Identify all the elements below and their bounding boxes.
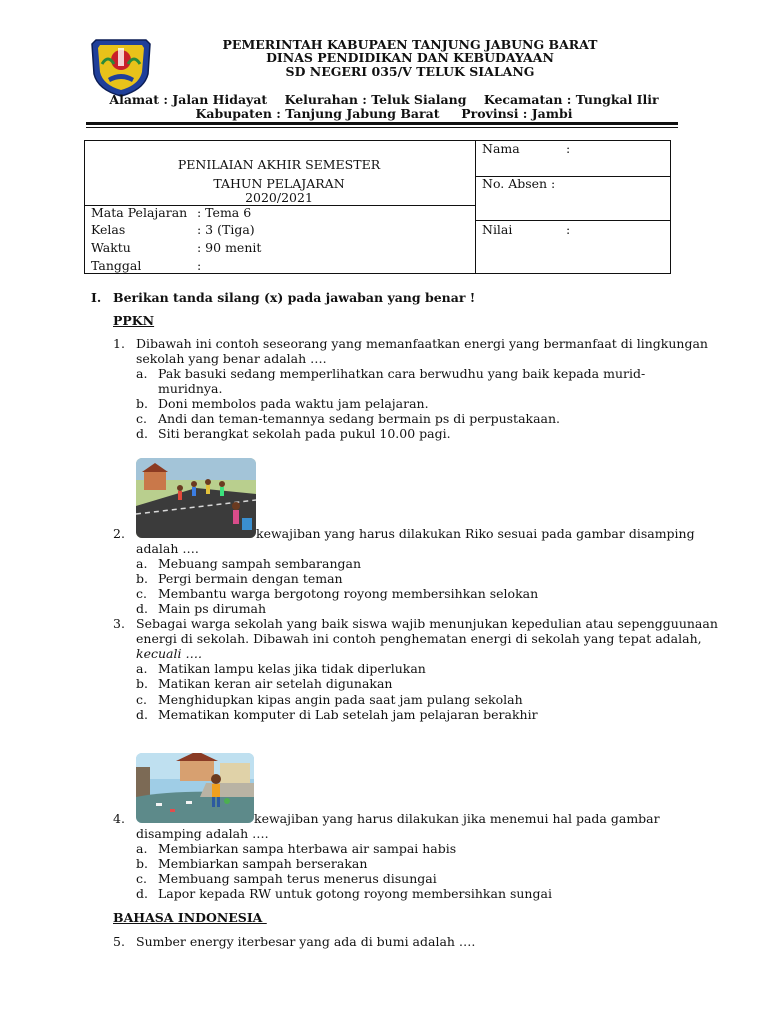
- q3-option-a: Matikan lampu kelas jika tidak diperlukan: [158, 661, 426, 676]
- q4-text-2: disamping adalah ….: [136, 826, 269, 841]
- q5-text-1: Sumber energy iterbesar yang ada di bumi adalah ….: [136, 934, 476, 949]
- q1-text-2: sekolah yang benar adalah ….: [136, 351, 327, 366]
- q1-option-c: Andi dan teman-temannya sedang bermain ps di perpustakaan.: [158, 411, 561, 426]
- section-number: I.: [91, 290, 102, 305]
- header-rule-thin: [86, 127, 678, 128]
- q2-letter-d: d.: [136, 601, 148, 616]
- q1-letter-c: c.: [136, 411, 147, 426]
- header-line-2: DINAS PENDIDIKAN DAN KEBUDAYAAN: [266, 50, 554, 65]
- mapel-label: Mata Pelajaran: [91, 205, 188, 220]
- q3-option-d: Mematikan komputer di Lab setelah jam pelajaran berakhir: [158, 707, 538, 722]
- q4-option-d: Lapor kepada RW untuk gotong royong membersihkan sungai: [158, 886, 552, 901]
- q3-text-1: Sebagai warga sekolah yang baik siswa wajib menunjukan kepedulian atau sepengguunaan: [136, 616, 718, 631]
- subject-bahasa-indonesia: BAHASA INDONESIA: [113, 910, 267, 925]
- q3-option-c: Menghidupkan kipas angin pada saat jam pulang sekolah: [158, 692, 523, 707]
- exam-title: PENILAIAN AKHIR SEMESTER: [177, 157, 381, 172]
- student-info-divider-2: [475, 220, 670, 221]
- section-instruction: Berikan tanda silang (x) pada jawaban yang benar !: [113, 290, 476, 305]
- q2-text-2: adalah ….: [136, 541, 199, 556]
- q4-letter-c: c.: [136, 871, 147, 886]
- q3-number: 3.: [113, 616, 125, 631]
- kelas-value: : 3 (Tiga): [197, 222, 255, 237]
- q2-letter-a: a.: [136, 556, 148, 571]
- q1-number: 1.: [113, 336, 125, 351]
- nilai-label: Nilai: [482, 222, 513, 237]
- q2-option-b: Pergi bermain dengan teman: [158, 571, 343, 586]
- address-line-2: Kabupaten : Tanjung Jabung Barat Provinsi : Jambi: [195, 106, 573, 121]
- header-line-3: SD NEGERI 035/V TELUK SIALANG: [285, 64, 535, 79]
- q4-river-trash-illustration: [136, 753, 254, 823]
- q1-option-a-cont: muridnya.: [158, 381, 223, 396]
- q2-option-d: Main ps dirumah: [158, 601, 267, 616]
- q2-letter-b: b.: [136, 571, 148, 586]
- q4-option-b: Membiarkan sampah berserakan: [158, 856, 368, 871]
- tanggal-value: :: [197, 258, 202, 273]
- header-rule-thick: [86, 122, 678, 125]
- absen-label: No. Absen :: [482, 176, 556, 191]
- q2-option-c: Membantu warga bergotong royong membersihkan selokan: [158, 586, 539, 601]
- q2-option-a: Mebuang sampah sembarangan: [158, 556, 362, 571]
- subject-ppkn: PPKN: [113, 313, 155, 328]
- q1-option-d: Siti berangkat sekolah pada pukul 10.00 pagi.: [158, 426, 451, 441]
- q4-letter-a: a.: [136, 841, 148, 856]
- q3-option-b: Matikan keran air setelah digunakan: [158, 676, 393, 691]
- q1-text-1: Dibawah ini contoh seseorang yang memanfaatkan energi yang bermanfaat di lingkungan: [136, 336, 708, 351]
- exam-year-label: TAHUN PELAJARAN: [213, 176, 345, 191]
- waktu-label: Waktu: [91, 240, 131, 255]
- header-line-1: PEMERINTAH KABUPAEN TANJUNG JABUNG BARAT: [222, 37, 598, 52]
- q3-letter-c: c.: [136, 692, 147, 707]
- q1-letter-d: d.: [136, 426, 148, 441]
- q3-text-2: energi di sekolah. Dibawah ini contoh penghematan energi di sekolah yang tepat adalah,: [136, 631, 702, 646]
- nama-label: Nama: [482, 141, 520, 156]
- q2-letter-c: c.: [136, 586, 147, 601]
- q4-option-c: Membuang sampah terus menerus disungai: [158, 871, 437, 886]
- q3-letter-d: d.: [136, 707, 148, 722]
- q2-text-1: kewajiban yang harus dilakukan Riko sesuai pada gambar disamping: [256, 526, 695, 541]
- q3-letter-b: b.: [136, 676, 148, 691]
- waktu-value: : 90 menit: [197, 240, 262, 255]
- mapel-value: : Tema 6: [197, 205, 252, 220]
- nama-colon: :: [566, 141, 571, 156]
- q1-letter-b: b.: [136, 396, 148, 411]
- q2-number: 2.: [113, 526, 125, 541]
- q1-letter-a: a.: [136, 366, 148, 381]
- q2-cleanup-illustration: [136, 458, 256, 538]
- q4-option-a: Membiarkan sampa hterbawa air sampai habis: [158, 841, 457, 856]
- tanggal-label: Tanggal: [91, 258, 142, 273]
- q3-letter-a: a.: [136, 661, 148, 676]
- q1-option-b: Doni membolos pada waktu jam pelajaran.: [158, 396, 429, 411]
- q4-letter-b: b.: [136, 856, 148, 871]
- q4-number: 4.: [113, 811, 125, 826]
- q3-text-3: kecuali ….: [136, 646, 202, 661]
- q4-text-1: kewajiban yang harus dilakukan jika menemui hal pada gambar: [254, 811, 660, 826]
- kelas-label: Kelas: [91, 222, 126, 237]
- q4-letter-d: d.: [136, 886, 148, 901]
- exam-year: 2020/2021: [245, 190, 313, 205]
- q5-number: 5.: [113, 934, 125, 949]
- q1-option-a: Pak basuki sedang memperlihatkan cara berwudhu yang baik kepada murid-: [158, 366, 646, 381]
- nilai-colon: :: [566, 222, 571, 237]
- student-info-box: [475, 140, 671, 274]
- regency-logo: [88, 34, 154, 98]
- address-line-1: Alamat : Jalan Hidayat Kelurahan : Teluk Sialang Kecamatan : Tungkal Ilir: [109, 92, 659, 107]
